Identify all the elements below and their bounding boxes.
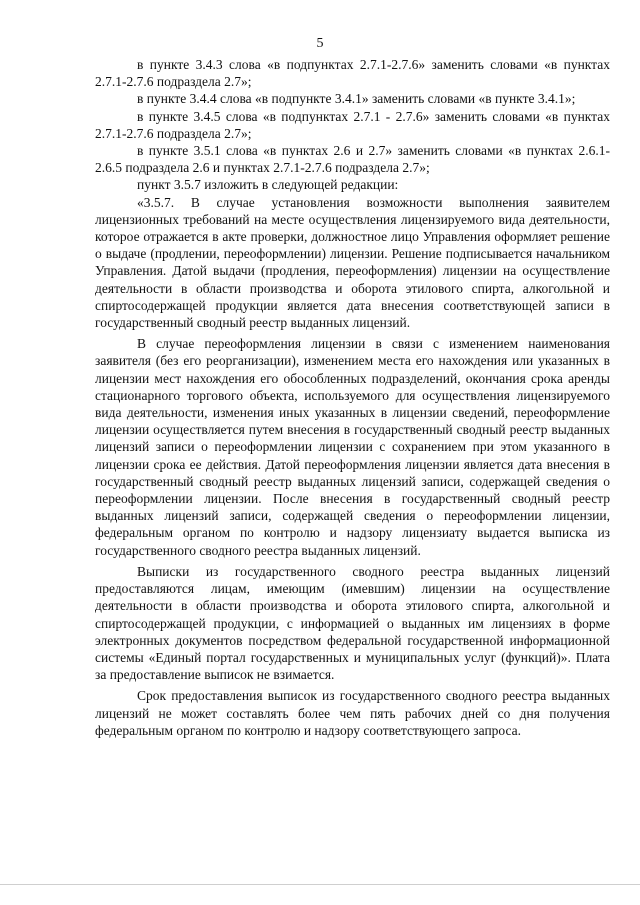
footer-divider xyxy=(0,884,640,885)
amendment-3-4-5: в пункте 3.4.5 слова «в подпунктах 2.7.1 - 2.7.6» заменить словами «в пунктах 2.7.1-2.7.6 подраздела 2.7»; xyxy=(95,108,610,141)
document-body xyxy=(95,56,610,739)
reissue-paragraph: В случае переоформления лицензии в связи с изменением наименования заявителя (без его реорганизации), изменением места его нахождения или указанных в лицензии мест нахождения его обособленных подразделений, окончания срока аренды стационарного торгового объекта, используемого для осуществления лицензируемого вида деятельности, изменения иных указанных в лицензии сведений, переоформление лицензии осуществляется путем внесения в государственный сводный реестр выданных лицензий записи о переоформлении лицензии с сохранением при этом указанного в лицензии срока ее действия. Датой переоформления лицензии является дата внесения в государственный сводный реестр выданных лицензий записи, содержащей сведения о переоформлении лицензии. После внесения в государственный сводный реестр выданных лицензий записи, содержащей сведения о переоформлении лицензии, федеральным органом по контролю и надзору лицензиату выдается выписка из государственного сводного реестра выданных лицензий. xyxy=(95,336,610,558)
amendment-3-4-3: в пункте 3.4.3 слова «в подпунктах 2.7.1-2.7.6» заменить словами «в пунктах 2.7.1-2.7.6 подраздела 2.7»; xyxy=(95,57,610,90)
amendment-3-5-7-intro: пункт 3.5.7 изложить в следующей редакции: xyxy=(137,177,399,193)
deadline-paragraph: Срок предоставления выписок из государственного сводного реестра выданных лицензий не может составлять более чем пять рабочих дней со дня получения федеральным органом по контролю и надзору соответствующего запроса. xyxy=(95,688,610,738)
clause-3-5-7-paragraph: «3.5.7. В случае установления возможности выполнения заявителем лицензионных требований на месте осуществления лицензируемого вида деятельности, которое отражается в акте проверки, должностное лицо Управления оформляет решение о выдаче (продлении, переоформлении) лицензии. Решение подписывается начальником Управления. Датой выдачи (продления, переоформления) лицензии на осуществление деятельности в области производства и оборота этилового спирта, алкогольной и спиртосодержащей продукции является дата внесения соответствующей записи в государственный сводный реестр выданных лицензий. xyxy=(95,194,610,331)
amendment-3-5-1: в пункте 3.5.1 слова «в пунктах 2.6 и 2.7» заменить словами «в пунктах 2.6.1-2.6.5 подраздела 2.6 и пунктах 2.7.1-2.7.6 подраздела 2.7»; xyxy=(95,143,610,176)
extracts-paragraph: Выписки из государственного сводного реестра выданных лицензий предоставляются лицам, имеющим (имевшим) лицензии на осуществление деятельности в области производства и оборота этилового спирта, алкогольной и спиртосодержащей продукции, с информацией о выданных им лицензиях в форме электронных документов посредством федеральной государственной информационной системы «Единый портал государственных и муниципальных услуг (функций)». Плата за предоставление выписок не взимается. xyxy=(95,563,610,683)
page-number: 5 xyxy=(316,36,324,51)
amendment-3-4-4: в пункте 3.4.4 слова «в подпункте 3.4.1» заменить словами «в пункте 3.4.1»; xyxy=(137,91,576,107)
